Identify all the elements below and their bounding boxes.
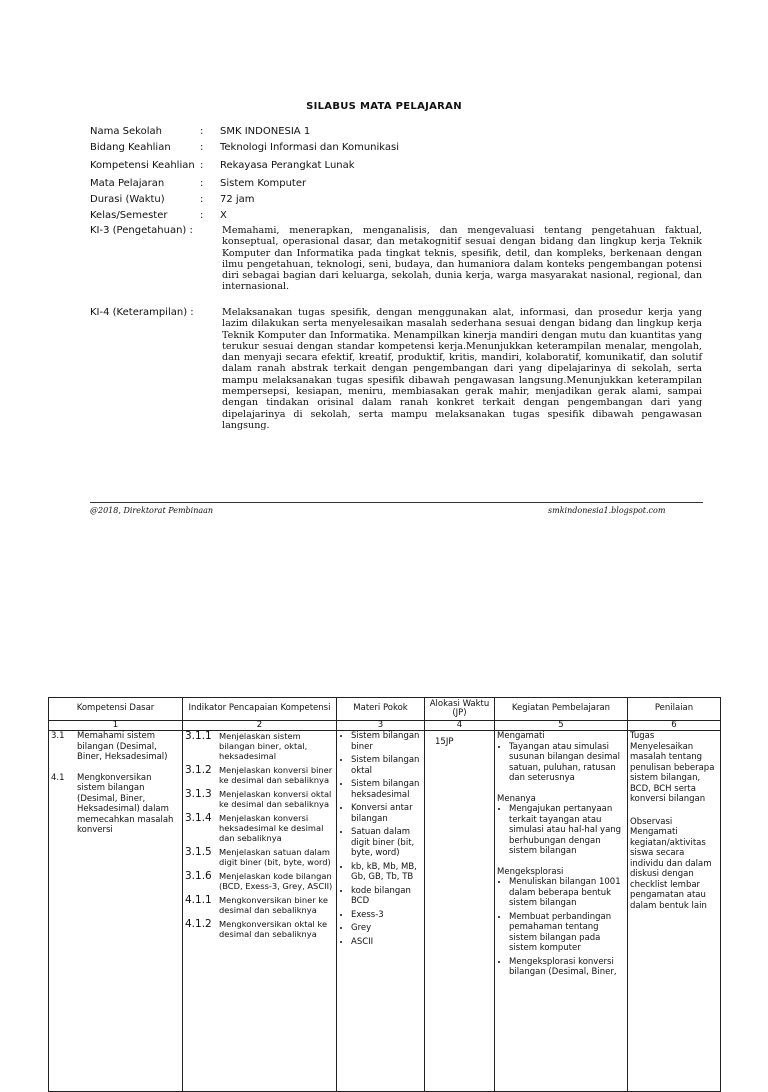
info-label: Bidang Keahlian xyxy=(90,142,171,153)
column-number: 3 xyxy=(337,721,425,731)
indikator-item xyxy=(185,765,334,785)
indikator-code: 3.1.2 xyxy=(185,764,212,776)
indikator-text: Mengkonversikan biner ke desimal dan sebaliknya xyxy=(219,895,328,915)
info-separator: : xyxy=(200,178,204,189)
tugas-text: Menyelesaikan masalah tentang penulisan beberapa sistem bilangan, BCD, BCH serta konversi bilangan xyxy=(630,741,715,804)
info-value: X xyxy=(220,210,227,221)
materi-item: • Grey xyxy=(351,923,422,934)
materi-item: • kb, kB, Mb, MB, Gb, GB, Tb, TB xyxy=(351,862,422,883)
indikator-code: 3.1.5 xyxy=(185,846,212,858)
kegiatan-heading: Mengeksplorasi xyxy=(497,866,564,877)
observasi-text: Mengamati kegiatan/aktivitas siswa secara individu dan dalam diskusi dengan checklist lembar pengamatan atau dalam bentuk lain xyxy=(630,827,712,911)
indikator-text: Menjelaskan satuan dalam digit biner (bit, byte, word) xyxy=(219,847,331,867)
footer-website: smkindonesia1.blogspot.com xyxy=(548,506,666,515)
materi-item: • Satuan dalam digit biner (bit, byte, word) xyxy=(351,827,422,859)
kompetensi-dasar-item xyxy=(51,773,180,836)
materi-item: • Konversi antar bilangan xyxy=(351,803,422,824)
column-number: 2 xyxy=(183,721,337,731)
kompetensi-dasar-cell xyxy=(49,731,183,1092)
indikator-item xyxy=(185,813,334,843)
alokasi-waktu-cell xyxy=(425,731,495,1092)
kegiatan-item: • Membuat perbandingan pemahaman tentang sistem bilangan pada sistem komputer xyxy=(509,912,625,954)
materi-item: • Sistem bilangan oktal xyxy=(351,755,422,776)
kegiatan-list xyxy=(497,877,625,978)
kegiatan-item: • Mengeksplorasi konversi bilangan (Desimal, Biner, xyxy=(509,957,625,978)
kegiatan-item: • Tayangan atau simulasi susunan bilangan desimal satuan, puluhan, ratusan dan seterusnya xyxy=(509,742,625,784)
column-header: Kegiatan Pembelajaran xyxy=(495,698,628,721)
info-label: Kelas/Semester xyxy=(90,210,168,221)
column-header: Alokasi Waktu (JP) xyxy=(425,698,495,721)
indikator-cell xyxy=(183,731,337,1092)
materi-item: • Sistem bilangan heksadesimal xyxy=(351,779,422,800)
info-row xyxy=(90,193,255,207)
indikator-item xyxy=(185,919,334,939)
indikator-text: Menjelaskan konversi heksadesimal ke desimal dan sebaliknya xyxy=(219,813,324,843)
indikator-code: 3.1.6 xyxy=(185,870,212,882)
materi-item: • kode bilangan BCD xyxy=(351,886,422,907)
indikator-text: Menjelaskan sistem bilangan biner, oktal, heksadesimal xyxy=(219,731,308,761)
kegiatan-list xyxy=(497,804,625,857)
kegiatan-heading: Mengamati xyxy=(497,731,545,741)
column-header: Penilaian xyxy=(628,698,721,721)
ki3-text: Memahami, menerapkan, menganalisis, dan mengevaluasi tentang pengetahuan faktual, konseptual, operasional dasar, dan metakognitif sesuai dengan bidang dan lingkup kerja Teknik Komputer dan Informatika pada tingkat teknis, spesifik, detil, dan kompleks, berkenaan dengan ilmu pengetahuan, teknologi, seni, budaya, dan humaniora dalam konteks pengembangan potensi diri sebagai bagian dari keluarga, sekolah, dunia kerja, warga masyarakat nasional, regional, dan internasional. xyxy=(222,225,702,293)
syllabus-table xyxy=(48,697,721,1092)
tugas-heading: Tugas xyxy=(630,731,655,741)
ki3-label: KI-3 (Pengetahuan) : xyxy=(90,225,193,236)
info-separator: : xyxy=(200,126,204,137)
info-value: 72 jam xyxy=(220,194,255,205)
indikator-text: Menjelaskan konversi biner ke desimal dan sebaliknya xyxy=(219,765,333,785)
indikator-text: Menjelaskan kode bilangan (BCD, Exess-3, Grey, ASCII) xyxy=(219,871,333,891)
footer-copyright: @2018, Direktorat Pembinaan xyxy=(90,506,214,515)
kegiatan-item: • Menuliskan bilangan 1001 dalam beberapa bentuk sistem bilangan xyxy=(509,877,625,909)
info-separator: : xyxy=(200,194,204,205)
column-number: 4 xyxy=(425,721,495,731)
column-number: 1 xyxy=(49,721,183,731)
info-row xyxy=(90,125,310,139)
column-number: 5 xyxy=(495,721,628,731)
indikator-item xyxy=(185,731,334,761)
kd-text: Mengkonversikan sistem bilangan (Desimal, Biner, Heksadesimal) dalam memecahkan masalah konversi xyxy=(77,772,174,835)
info-label: Mata Pelajaran xyxy=(90,178,165,189)
info-value: SMK INDONESIA 1 xyxy=(220,126,311,137)
materi-item: • Exess-3 xyxy=(351,910,422,921)
materi-pokok-cell xyxy=(337,731,425,1092)
info-label: Durasi (Waktu) xyxy=(90,194,165,205)
table-number-row xyxy=(49,721,721,731)
ki4-label: KI-4 (Keterampilan) : xyxy=(90,307,194,318)
kd-code: 3.1 xyxy=(51,731,65,741)
indikator-code: 3.1.4 xyxy=(185,812,212,824)
info-value: Sistem Komputer xyxy=(220,178,307,189)
kompetensi-dasar-item xyxy=(51,731,180,763)
indikator-item xyxy=(185,871,334,891)
info-separator: : xyxy=(200,142,204,153)
indikator-item xyxy=(185,895,334,915)
column-number: 6 xyxy=(628,721,721,731)
kegiatan-list xyxy=(497,742,625,784)
indikator-text: Mengkonversikan oktal ke desimal dan sebaliknya xyxy=(219,919,328,939)
column-header: Materi Pokok xyxy=(337,698,425,721)
info-row xyxy=(90,159,355,173)
indikator-code: 4.1.1 xyxy=(185,894,212,906)
alokasi-value: 15JP xyxy=(435,737,454,747)
indikator-item xyxy=(185,847,334,867)
indikator-item xyxy=(185,789,334,809)
info-separator: : xyxy=(200,210,204,221)
materi-item: • Sistem bilangan biner xyxy=(351,731,422,752)
observasi-heading: Observasi xyxy=(630,816,673,827)
kd-code: 4.1 xyxy=(51,772,65,783)
table-header-row xyxy=(49,698,721,721)
info-label: Kompetensi Keahlian xyxy=(90,160,195,171)
info-separator: : xyxy=(200,160,204,171)
info-row xyxy=(90,177,306,191)
column-header: Kompetensi Dasar xyxy=(49,698,183,721)
table-row xyxy=(49,731,721,1092)
penilaian-cell xyxy=(628,731,721,1092)
document-title: SILABUS MATA PELAJARAN xyxy=(306,101,462,112)
indikator-code: 3.1.3 xyxy=(185,788,212,800)
kegiatan-cell xyxy=(495,731,628,1092)
info-row xyxy=(90,209,227,223)
materi-item: • ASCII xyxy=(351,937,422,948)
indikator-text: Menjelaskan konversi oktal ke desimal dan sebaliknya xyxy=(219,789,332,809)
info-row xyxy=(90,141,399,155)
indikator-code: 4.1.2 xyxy=(185,918,212,930)
kegiatan-item: • Mengajukan pertanyaan terkait tayangan atau simulasi atau hal-hal yang berhubungan dengan sistem bilangan xyxy=(509,804,625,857)
kegiatan-heading: Menanya xyxy=(497,793,536,804)
kd-text: Memahami sistem bilangan (Desimal, Biner, Heksadesimal) xyxy=(77,731,168,762)
indikator-code: 3.1.1 xyxy=(185,730,212,742)
info-value: Teknologi Informasi dan Komunikasi xyxy=(220,142,400,153)
info-value: Rekayasa Perangkat Lunak xyxy=(220,160,355,171)
materi-list xyxy=(339,731,422,947)
footer-divider xyxy=(90,502,703,503)
info-label: Nama Sekolah xyxy=(90,126,162,137)
column-header: Indikator Pencapaian Kompetensi xyxy=(183,698,337,721)
ki4-text: Melaksanakan tugas spesifik, dengan menggunakan alat, informasi, dan prosedur kerja yang lazim dilakukan serta menyelesaikan masalah sederhana sesuai dengan bidang dan lingkup kerja Teknik Komputer dan Informatika. Menampilkan kinerja mandiri dengan mutu dan kuantitas yang terukur sesuai dengan standar kompetensi kerja.Menunjukkan keterampilan menalar, mengolah, dan menyaji secara efektif, kreatif, produktif, kritis, mandiri, kolaboratif, komunikatif, dan solutif dalam ranah abstrak terkait dengan pengembangan dari yang dipelajarinya di sekolah, serta mampu melaksanakan tugas spesifik dibawah pengawasan langsung.Menunjukkan keterampilan mempersepsi, kesiapan, meniru, membiasakan gerak mahir, menjadikan gerak alami, sampai dengan tindakan orisinal dalam ranah konkret terkait dengan pengembangan dari yang dipelajarinya di sekolah, serta mampu melaksanakan tugas spesifik dibawah pengawasan langsung. xyxy=(222,307,702,431)
